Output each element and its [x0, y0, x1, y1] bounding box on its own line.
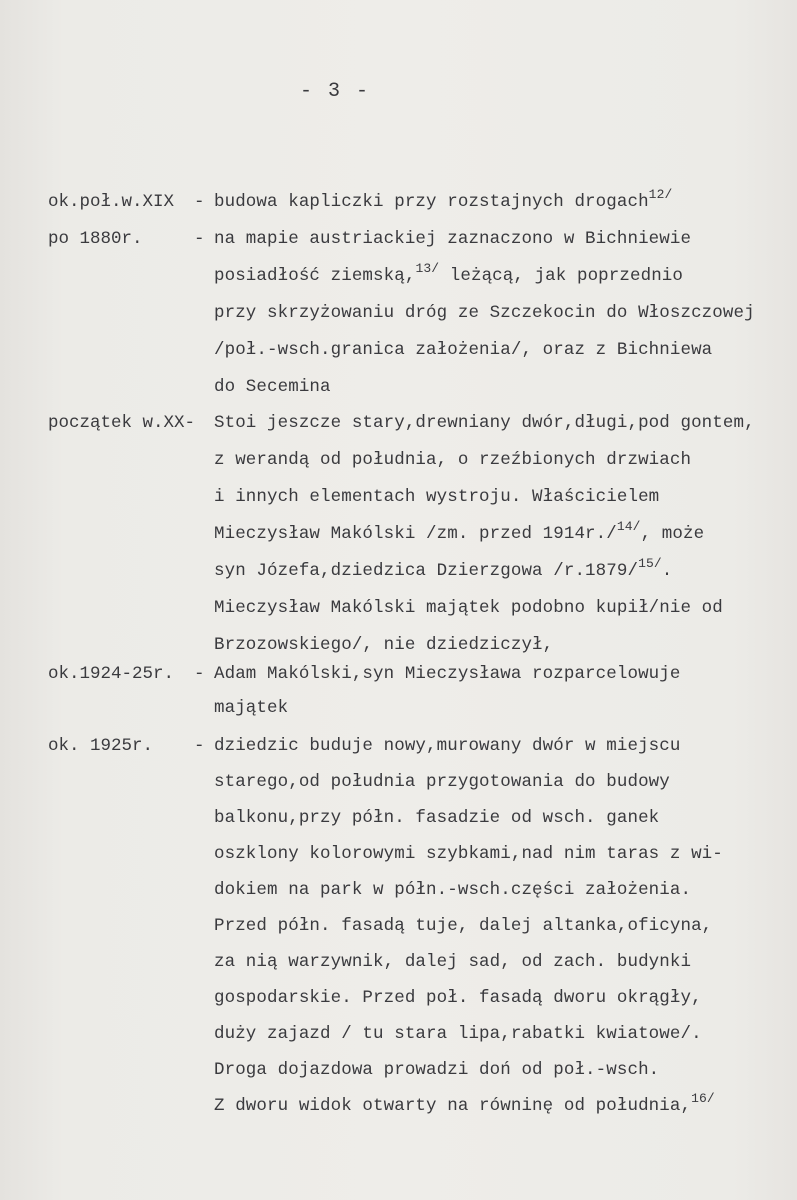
footnote-mark: 16/	[691, 1091, 715, 1106]
entry-line: z werandą od południa, o rzeźbionych drzwiach	[214, 450, 692, 470]
footnote-mark: 14/	[616, 519, 641, 534]
entry-date: ok.poł.w.XIX	[48, 192, 175, 212]
entry-date: ok. 1925r.	[48, 736, 154, 756]
entry-line: do Secemina	[214, 377, 331, 397]
entry-text: budowa kapliczki przy rozstajnych drogach	[214, 192, 649, 212]
footnote-mark: 12/	[648, 187, 673, 202]
entry-line	[214, 187, 673, 212]
entry-text: .	[661, 561, 673, 581]
page-number: - 3 -	[299, 80, 370, 103]
entry-text: leżącą, jak poprzednio	[439, 266, 683, 286]
footnote-mark: 15/	[638, 556, 662, 571]
entry-date: po 1880r.	[48, 229, 143, 249]
entry-line: duży zajazd / tu stara lipa,rabatki kwiatowe/.	[214, 1024, 702, 1044]
entry-dash: -	[194, 192, 205, 212]
entry-line: na mapie austriackiej zaznaczono w Bichniewie	[214, 229, 692, 249]
footnote-mark: 13/	[415, 261, 440, 276]
entry-text: posiadłość ziemską,	[214, 266, 416, 286]
entry-line: dziedzic buduje nowy,murowany dwór w miejscu	[214, 736, 681, 756]
entry-text: Mieczysław Makólski /zm. przed 1914r./	[214, 524, 617, 544]
entry-text: , może	[640, 524, 705, 544]
entry-dash: -	[194, 664, 205, 684]
entry-text: Z dworu widok otwarty na równinę od południa,	[214, 1096, 692, 1116]
entry-line: gospodarskie. Przed poł. fasadą dworu okrągły,	[214, 988, 702, 1008]
entry-line	[214, 556, 673, 581]
entry-line: oszklony kolorowymi szybkami,nad nim taras z wi-	[214, 844, 723, 864]
entry-line: Brzozowskiego/, nie dziedziczył,	[214, 635, 554, 655]
entry-line: Adam Makólski,syn Mieczysława rozparcelowuje	[214, 664, 681, 684]
entry-line: balkonu,przy półn. fasadzie od wsch. ganek	[214, 808, 660, 828]
entry-line: Stoi jeszcze stary,drewniany dwór,długi,pod gontem,	[214, 413, 755, 433]
entry-dash: -	[194, 736, 205, 756]
entry-line: Droga dojazdowa prowadzi doń od poł.-wsch.	[214, 1060, 660, 1080]
entry-date: ok.1924-25r.	[48, 664, 175, 684]
entry-line: Przed półn. fasadą tuje, dalej altanka,oficyna,	[214, 916, 713, 936]
entry-date: początek w.XX-	[48, 413, 196, 433]
entry-line	[214, 261, 683, 286]
entry-line: przy skrzyżowaniu dróg ze Szczekocin do Włoszczowej	[214, 303, 755, 323]
entry-line: /poł.-wsch.granica założenia/, oraz z Bichniewa	[214, 340, 713, 360]
entry-line	[214, 1091, 715, 1116]
entry-dash: -	[194, 229, 205, 249]
entry-text: syn Józefa,dziedzica Dzierzgowa /r.1879/	[214, 561, 639, 581]
entry-line: starego,od południa przygotowania do budowy	[214, 772, 670, 792]
entry-line: dokiem na park w półn.-wsch.części założenia.	[214, 880, 692, 900]
entry-line: majątek	[214, 698, 289, 718]
entry-line	[214, 519, 705, 544]
entry-line: i innych elementach wystroju. Właścicielem	[214, 487, 660, 507]
entry-line: za nią warzywnik, dalej sad, od zach. budynki	[214, 952, 692, 972]
entry-line: Mieczysław Makólski majątek podobno kupił/nie od	[214, 598, 723, 618]
